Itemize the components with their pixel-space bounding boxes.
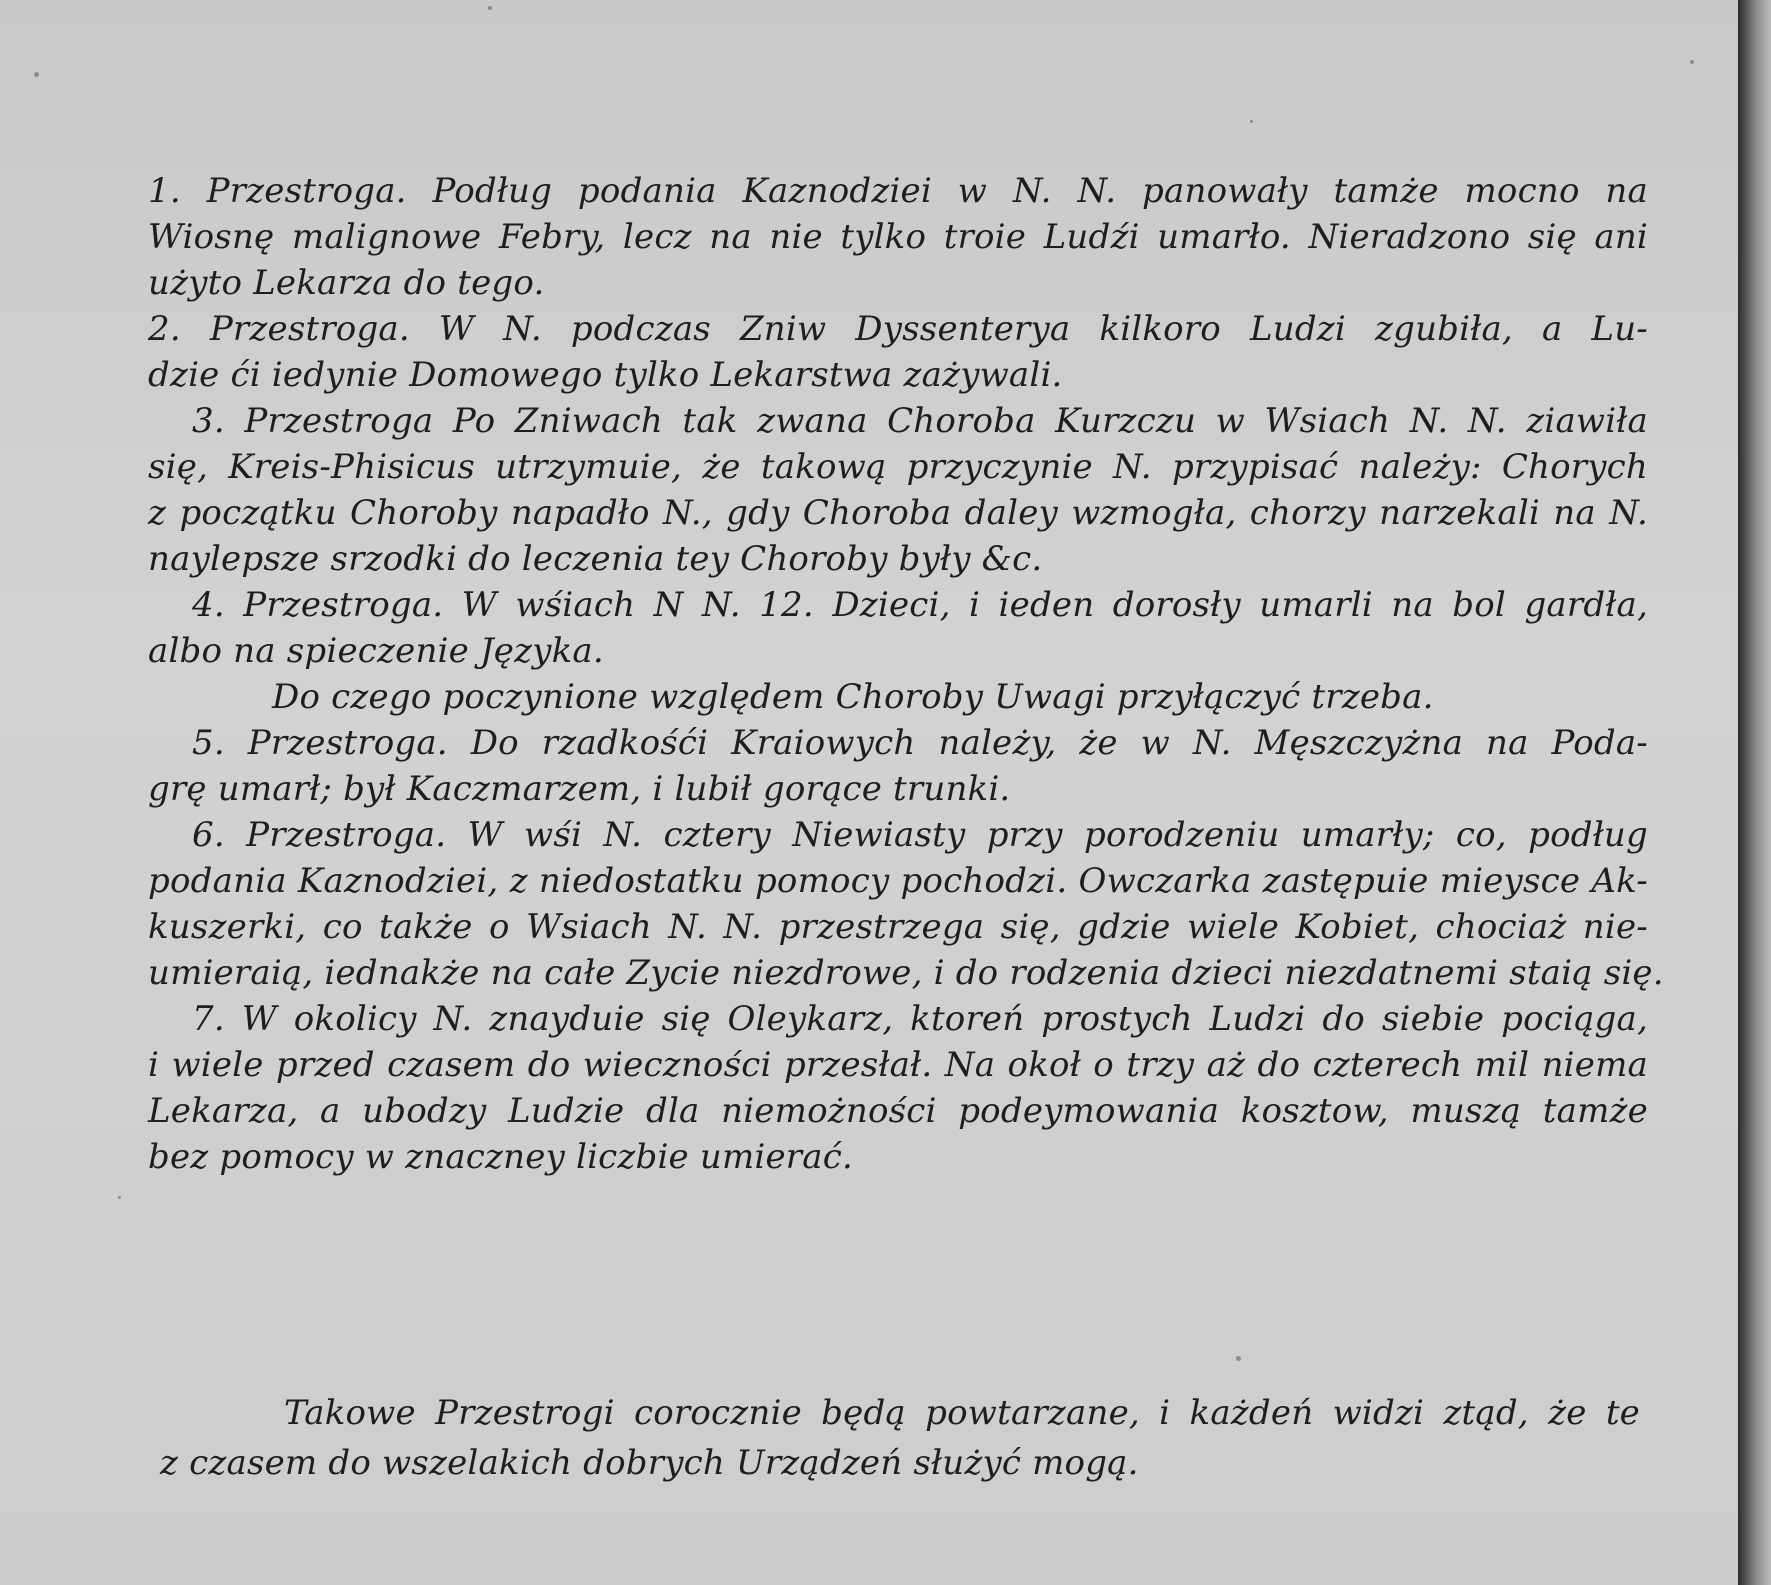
paper-speck xyxy=(1250,120,1253,123)
paper-speck xyxy=(34,72,39,77)
paper-speck xyxy=(488,6,492,10)
text-line: użyto Lekarza do tego. xyxy=(148,263,545,303)
text-line: albo na spieczenie Języka. xyxy=(148,631,604,671)
text-line: umieraią, iednakże na całe Zycie niezdrowe, i do rodzenia dzieci niezdatnemi staią się. xyxy=(148,953,1664,993)
text-line: 4. Przestroga. W wśiach N N. 12. Dzieci, i ieden dorosły umarli na bol gardła, xyxy=(192,585,1648,625)
text-line: podania Kaznodziei, z niedostatku pomocy pochodzi. Owczarka zastępuie mieysce Ak- xyxy=(148,861,1648,901)
text-line: 1. Przestroga. Podług podania Kaznodziei w N. N. panowały tamże mocno na xyxy=(148,171,1648,211)
paper-speck xyxy=(1236,1356,1241,1361)
show-through-text xyxy=(140,10,1320,90)
text-line: 7. W okolicy N. znayduie się Oleykarz, ktoreń prostych Ludzi do siebie pociąga, xyxy=(192,999,1648,1039)
paper-speck xyxy=(1690,60,1694,64)
text-line: kuszerki, co także o Wsiach N. N. przestrzega się, gdzie wiele Kobiet, chociaż nie- xyxy=(148,907,1648,947)
text-line: naylepsze srzodki do leczenia tey Choroby były &c. xyxy=(148,539,1043,579)
paper-speck xyxy=(118,1196,121,1199)
text-line: z początku Choroby napadło N., gdy Choroba daley wzmogła, chorzy narzekali na N. xyxy=(148,493,1648,533)
text-line: 2. Przestroga. W N. podczas Zniw Dyssenterya kilkoro Ludzi zgubiła, a Lu- xyxy=(148,309,1648,349)
text-line: 6. Przestroga. W wśi N. cztery Niewiasty przy porodzeniu umarły; co, podług xyxy=(192,815,1648,855)
text-line: bez pomocy w znaczney liczbie umierać. xyxy=(148,1137,853,1177)
text-line: Do czego poczynione względem Choroby Uwagi przyłączyć trzeba. xyxy=(272,677,1434,717)
closing-text-block xyxy=(160,1388,1640,1488)
text-line: 3. Przestroga Po Zniwach tak zwana Choroba Kurzczu w Wsiach N. N. ziawiła xyxy=(192,401,1648,441)
text-line: Takowe Przestrogi corocznie będą powtarzane, i każdeń widzi ztąd, że te xyxy=(284,1393,1640,1433)
warnings-text-block xyxy=(148,168,1664,1180)
text-line: się, Kreis-Phisicus utrzymuie, że takową przyczynie N. przypisać należy: Chorych xyxy=(148,447,1648,487)
text-line: 5. Przestroga. Do rzadkośći Kraiowych należy, że w N. Męszczyżna na Poda- xyxy=(192,723,1648,763)
text-line: Wiosnę malignowe Febry, lecz na nie tylko troie Ludźi umarło. Nieradzono się ani xyxy=(148,217,1648,257)
text-line: dzie ći iedynie Domowego tylko Lekarstwa zażywali. xyxy=(148,355,1063,395)
text-line: z czasem do wszelakich dobrych Urządzeń służyć mogą. xyxy=(160,1443,1139,1483)
text-line: i wiele przed czasem do wieczności przesłał. Na okoł o trzy aż do czterech mil niema xyxy=(148,1045,1648,1085)
page-edge-shadow xyxy=(1738,0,1771,1585)
text-line: grę umarł; był Kaczmarzem, i lubił gorące trunki. xyxy=(148,769,1011,809)
text-line: Lekarza, a ubodzy Ludzie dla niemożności podeymowania kosztow, muszą tamże xyxy=(148,1091,1648,1131)
